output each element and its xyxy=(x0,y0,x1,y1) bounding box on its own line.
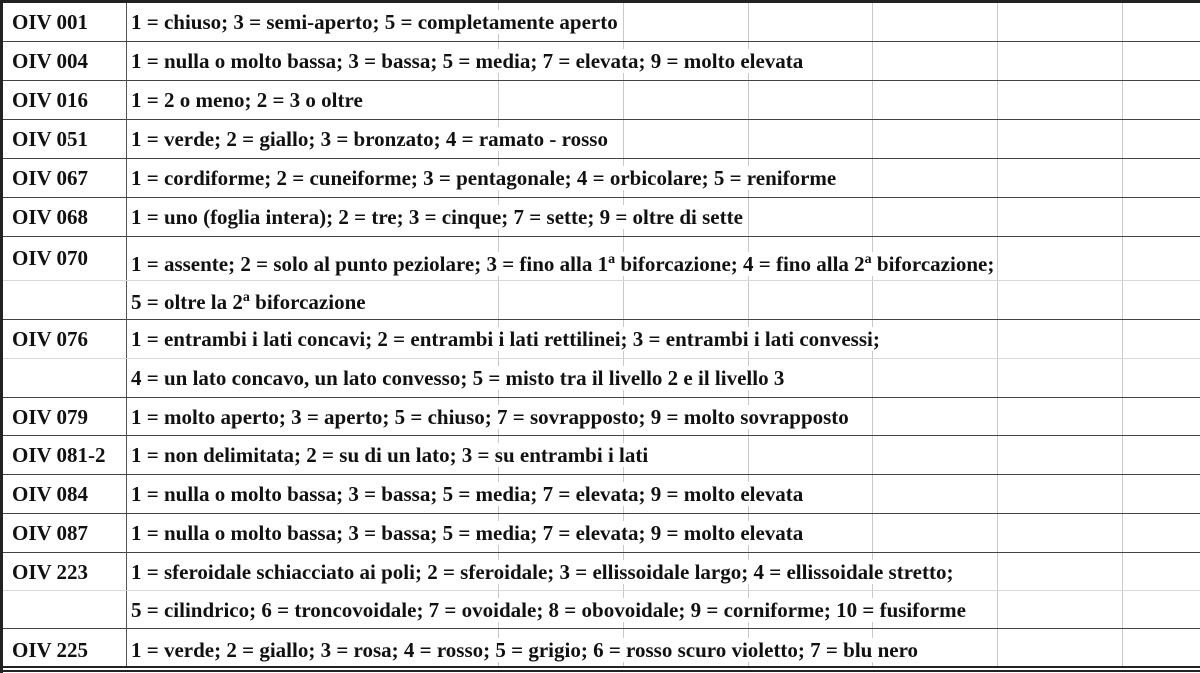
oiv-code: OIV 004 xyxy=(12,49,89,73)
table-row xyxy=(0,398,1200,436)
oiv-code: OIV 001 xyxy=(12,10,89,34)
table-row xyxy=(0,514,1200,553)
oiv-code: OIV 081-2 xyxy=(12,443,106,467)
descriptor-values: 5 = cilindrico; 6 = troncovoidale; 7 = ovoidale; 8 = obovoidale; 9 = corniforme; 10 = fusiforme xyxy=(131,598,966,622)
descriptor-values: 1 = molto aperto; 3 = aperto; 5 = chiuso; 7 = sovrapposto; 9 = molto sovrapposto xyxy=(131,405,849,429)
table-row xyxy=(0,3,1200,42)
oiv-code: OIV 070 xyxy=(12,246,89,270)
descriptor-values: 1 = nulla o molto bassa; 3 = bassa; 5 = media; 7 = elevata; 9 = molto elevata xyxy=(131,521,804,545)
descriptor-values: 1 = entrambi i lati concavi; 2 = entrambi i lati rettilinei; 3 = entrambi i lati convessi; xyxy=(131,327,880,351)
oiv-code: OIV 087 xyxy=(12,521,89,545)
oiv-code: OIV 068 xyxy=(12,205,89,229)
descriptor-values: 1 = nulla o molto bassa; 3 = bassa; 5 = media; 7 = elevata; 9 = molto elevata xyxy=(131,482,804,506)
table-row xyxy=(0,42,1200,81)
oiv-code: OIV 076 xyxy=(12,327,89,351)
oiv-code: OIV 084 xyxy=(12,482,89,506)
descriptor-values: 5 = oltre la 2$^a$ biforcazione xyxy=(131,290,366,314)
table-row xyxy=(0,320,1200,359)
descriptor-values: 1 = uno (foglia intera); 2 = tre; 3 = cinque; 7 = sette; 9 = oltre di sette xyxy=(131,205,743,229)
table-border-top xyxy=(0,0,1200,3)
table-row xyxy=(0,475,1200,514)
table-border-left xyxy=(0,0,3,673)
oiv-code: OIV 051 xyxy=(12,127,89,151)
oiv-code: OIV 225 xyxy=(12,638,89,662)
table-row xyxy=(0,553,1200,591)
table-row xyxy=(0,159,1200,198)
descriptor-values: 4 = un lato concavo, un lato convesso; 5 = misto tra il livello 2 e il livello 3 xyxy=(131,366,785,390)
table-border-bottom xyxy=(0,666,1200,668)
table-row xyxy=(0,629,1200,666)
table-row xyxy=(0,81,1200,120)
table-row xyxy=(0,237,1200,281)
oiv-code: OIV 016 xyxy=(12,88,89,112)
table-row xyxy=(0,591,1200,629)
table-row xyxy=(0,120,1200,159)
table-row xyxy=(0,198,1200,237)
descriptor-values: 1 = nulla o molto bassa; 3 = bassa; 5 = media; 7 = elevata; 9 = molto elevata xyxy=(131,49,804,73)
descriptor-values: 1 = sferoidale schiacciato ai poli; 2 = sferoidale; 3 = ellissoidale largo; 4 = ellissoidale stretto; xyxy=(131,560,954,584)
descriptor-values: 1 = verde; 2 = giallo; 3 = bronzato; 4 = ramato - rosso xyxy=(131,127,608,151)
table-row xyxy=(0,281,1200,320)
descriptor-values: 1 = 2 o meno; 2 = 3 o oltre xyxy=(131,88,363,112)
table-row xyxy=(0,359,1200,398)
oiv-code: OIV 223 xyxy=(12,560,89,584)
descriptor-values: 1 = assente; 2 = solo al punto peziolare; 3 = fino alla 1$^a$ biforcazione; 4 = fino alla 2$^a$ biforcazione; xyxy=(131,252,995,276)
descriptor-values: 1 = cordiforme; 2 = cuneiforme; 3 = pentagonale; 4 = orbicolare; 5 = reniforme xyxy=(131,166,837,190)
oiv-code: OIV 067 xyxy=(12,166,89,190)
table-row xyxy=(0,436,1200,475)
oiv-code: OIV 079 xyxy=(12,405,89,429)
descriptor-values: 1 = non delimitata; 2 = su di un lato; 3 = su entrambi i lati xyxy=(131,443,649,467)
descriptor-values: 1 = verde; 2 = giallo; 3 = rosa; 4 = rosso; 5 = grigio; 6 = rosso scuro violetto; 7 = blu nero xyxy=(131,638,919,662)
descriptor-values: 1 = chiuso; 3 = semi-aperto; 5 = completamente aperto xyxy=(131,10,618,34)
table-border-bottom-double xyxy=(0,670,1200,672)
